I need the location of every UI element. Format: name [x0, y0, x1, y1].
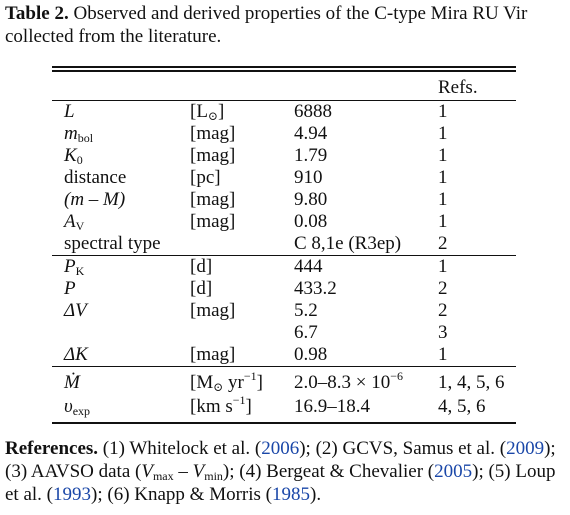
references-label: References. — [5, 438, 99, 459]
row-value — [294, 344, 327, 366]
row-refs: 1 — [438, 167, 448, 188]
quantity-symbol: A — [64, 211, 76, 232]
unit-text-end: ] — [256, 372, 263, 393]
row-value — [294, 256, 323, 278]
ref-symbol: V — [192, 461, 205, 482]
unit-text: [pc] — [190, 167, 221, 188]
refs-column-header: Refs. — [438, 77, 478, 98]
row-unit — [190, 393, 252, 418]
unit-text: [L — [190, 101, 208, 122]
reference-item: (4) Bergeat & Chevalier (2005); — [239, 461, 484, 482]
quantity-symbol: K — [64, 145, 77, 166]
row-value — [294, 167, 323, 189]
table-caption — [5, 2, 565, 48]
row-value — [294, 278, 337, 300]
row-refs: 1 — [438, 101, 448, 122]
value-text: 4.94 — [294, 123, 328, 144]
row-value — [294, 123, 327, 145]
unit-superscript: −1 — [243, 369, 257, 383]
unit-subscript: ⊙ — [207, 109, 218, 123]
quantity-symbol: m — [64, 123, 78, 144]
quantity-symbol: (m – M) — [64, 189, 126, 210]
quantity-symbol: P — [64, 256, 76, 277]
reference-item: (5) Loup et al. (1993); — [5, 461, 556, 505]
row-unit — [190, 167, 221, 189]
row-refs: 1, 4, 5, 6 — [438, 372, 505, 393]
value-text: 6888 — [294, 101, 332, 122]
row-unit — [190, 101, 224, 123]
row-value — [294, 145, 327, 167]
unit-text-tail: ] — [218, 101, 225, 122]
value-text: 16.9–18.4 — [294, 396, 370, 417]
unit-text-tail: yr — [223, 372, 244, 393]
unit-superscript: −1 — [232, 393, 246, 407]
ref-subscript: min — [204, 469, 223, 483]
value-text: 5.2 — [294, 300, 318, 321]
reference-year-link[interactable]: 2005 — [434, 461, 473, 482]
unit-text: [mag] — [190, 211, 236, 232]
row-value — [294, 300, 318, 322]
row-refs: 1 — [438, 344, 448, 365]
value-text: 444 — [294, 256, 323, 277]
row-value — [294, 211, 327, 233]
row-unit — [190, 211, 235, 233]
row-refs: 1 — [438, 123, 448, 144]
row-unit — [190, 123, 235, 145]
row-refs: 2 — [438, 278, 448, 299]
quantity-symbol: Ṁ — [64, 372, 80, 393]
row-refs: 4, 5, 6 — [438, 396, 486, 417]
unit-text: [km s — [190, 396, 233, 417]
reference-year-link[interactable]: 1985 — [272, 484, 311, 505]
row-refs: 1 — [438, 145, 448, 166]
row-quantity — [64, 233, 161, 255]
value-text: 0.08 — [294, 211, 328, 232]
value-text: 0.98 — [294, 344, 328, 365]
row-unit — [190, 189, 235, 211]
unit-text: [mag] — [190, 344, 236, 365]
table-top-rule — [52, 66, 516, 68]
row-refs: 1 — [438, 189, 448, 210]
reference-item: (3) AAVSO data $(V_{max} - V_{min})$; — [5, 461, 235, 483]
row-value — [294, 101, 332, 123]
value-text: 433.2 — [294, 278, 337, 299]
row-quantity — [64, 344, 88, 366]
table-top-rule-inner — [52, 70, 516, 72]
row-quantity — [64, 300, 87, 322]
row-quantity — [64, 256, 84, 278]
row-unit — [190, 300, 235, 322]
row-unit — [190, 369, 263, 394]
quantity-symbol: distance — [64, 167, 127, 188]
row-refs: 1 — [438, 211, 448, 232]
ref-subscript: max — [152, 469, 174, 483]
unit-text: [mag] — [190, 189, 236, 210]
quantity-subscript: exp — [72, 404, 91, 418]
value-text: 910 — [294, 167, 323, 188]
row-unit — [190, 344, 235, 366]
unit-text: [d] — [190, 256, 213, 277]
quantity-subscript: 0 — [76, 153, 83, 167]
unit-text: [mag] — [190, 145, 236, 166]
section-rule-2 — [52, 366, 516, 367]
unit-text: [mag] — [190, 300, 236, 321]
row-value — [294, 322, 318, 344]
quantity-symbol: P — [64, 278, 76, 299]
row-quantity — [64, 189, 125, 211]
row-value — [294, 189, 327, 211]
ref-symbol: V — [141, 461, 153, 482]
value-text: 2.0–8.3 × 10 — [294, 372, 391, 393]
row-value — [294, 369, 403, 394]
reference-year-link[interactable]: 2009 — [506, 438, 545, 459]
reference-item: (2) GCVS, Samus et al. (2009); — [315, 438, 556, 459]
row-quantity — [64, 101, 75, 123]
row-quantity — [64, 211, 84, 233]
row-quantity — [64, 372, 80, 394]
value-text: 9.80 — [294, 189, 328, 210]
unit-text-end: ] — [245, 396, 252, 417]
row-quantity — [64, 396, 90, 418]
row-unit — [190, 278, 212, 300]
row-refs: 2 — [438, 300, 448, 321]
quantity-symbol: ΔK — [64, 344, 88, 365]
quantity-symbol: ΔV — [64, 300, 87, 321]
unit-text: [mag] — [190, 123, 236, 144]
reference-item: (6) Knapp & Morris (1985). — [107, 484, 322, 505]
row-quantity — [64, 145, 83, 167]
row-unit — [190, 145, 235, 167]
row-refs: 2 — [438, 233, 448, 254]
row-unit — [190, 256, 212, 278]
reference-year-link[interactable]: 2006 — [261, 438, 300, 459]
row-value — [294, 396, 370, 418]
quantity-subscript: V — [75, 219, 85, 233]
reference-year-link[interactable]: 1993 — [53, 484, 92, 505]
row-refs: 1 — [438, 256, 448, 277]
row-value — [294, 233, 401, 255]
quantity-subscript: bol — [77, 131, 94, 145]
unit-subscript: ⊙ — [213, 380, 224, 394]
row-quantity — [64, 278, 76, 300]
quantity-subscript: K — [75, 264, 85, 278]
row-quantity — [64, 123, 93, 145]
caption-text: Observed and derived properties of the C-type Mira RU Vir collected from the literature. — [5, 3, 528, 47]
row-refs: 3 — [438, 322, 448, 343]
quantity-symbol: spectral type — [64, 233, 161, 254]
table-bottom-rule — [52, 422, 516, 424]
references-note — [5, 437, 567, 506]
value-text: 6.7 — [294, 322, 318, 343]
reference-item: (1) Whitelock et al. (2006); — [102, 438, 311, 459]
quantity-symbol: υ — [64, 396, 73, 417]
caption-label: Table 2. — [5, 3, 69, 24]
value-text: 1.79 — [294, 145, 328, 166]
row-quantity — [64, 167, 126, 189]
value-text: C 8,1e (R3ep) — [294, 233, 402, 254]
quantity-symbol: L — [64, 101, 75, 122]
unit-text: [d] — [190, 278, 213, 299]
unit-text: [M — [190, 372, 214, 393]
value-superscript: −6 — [390, 369, 403, 383]
